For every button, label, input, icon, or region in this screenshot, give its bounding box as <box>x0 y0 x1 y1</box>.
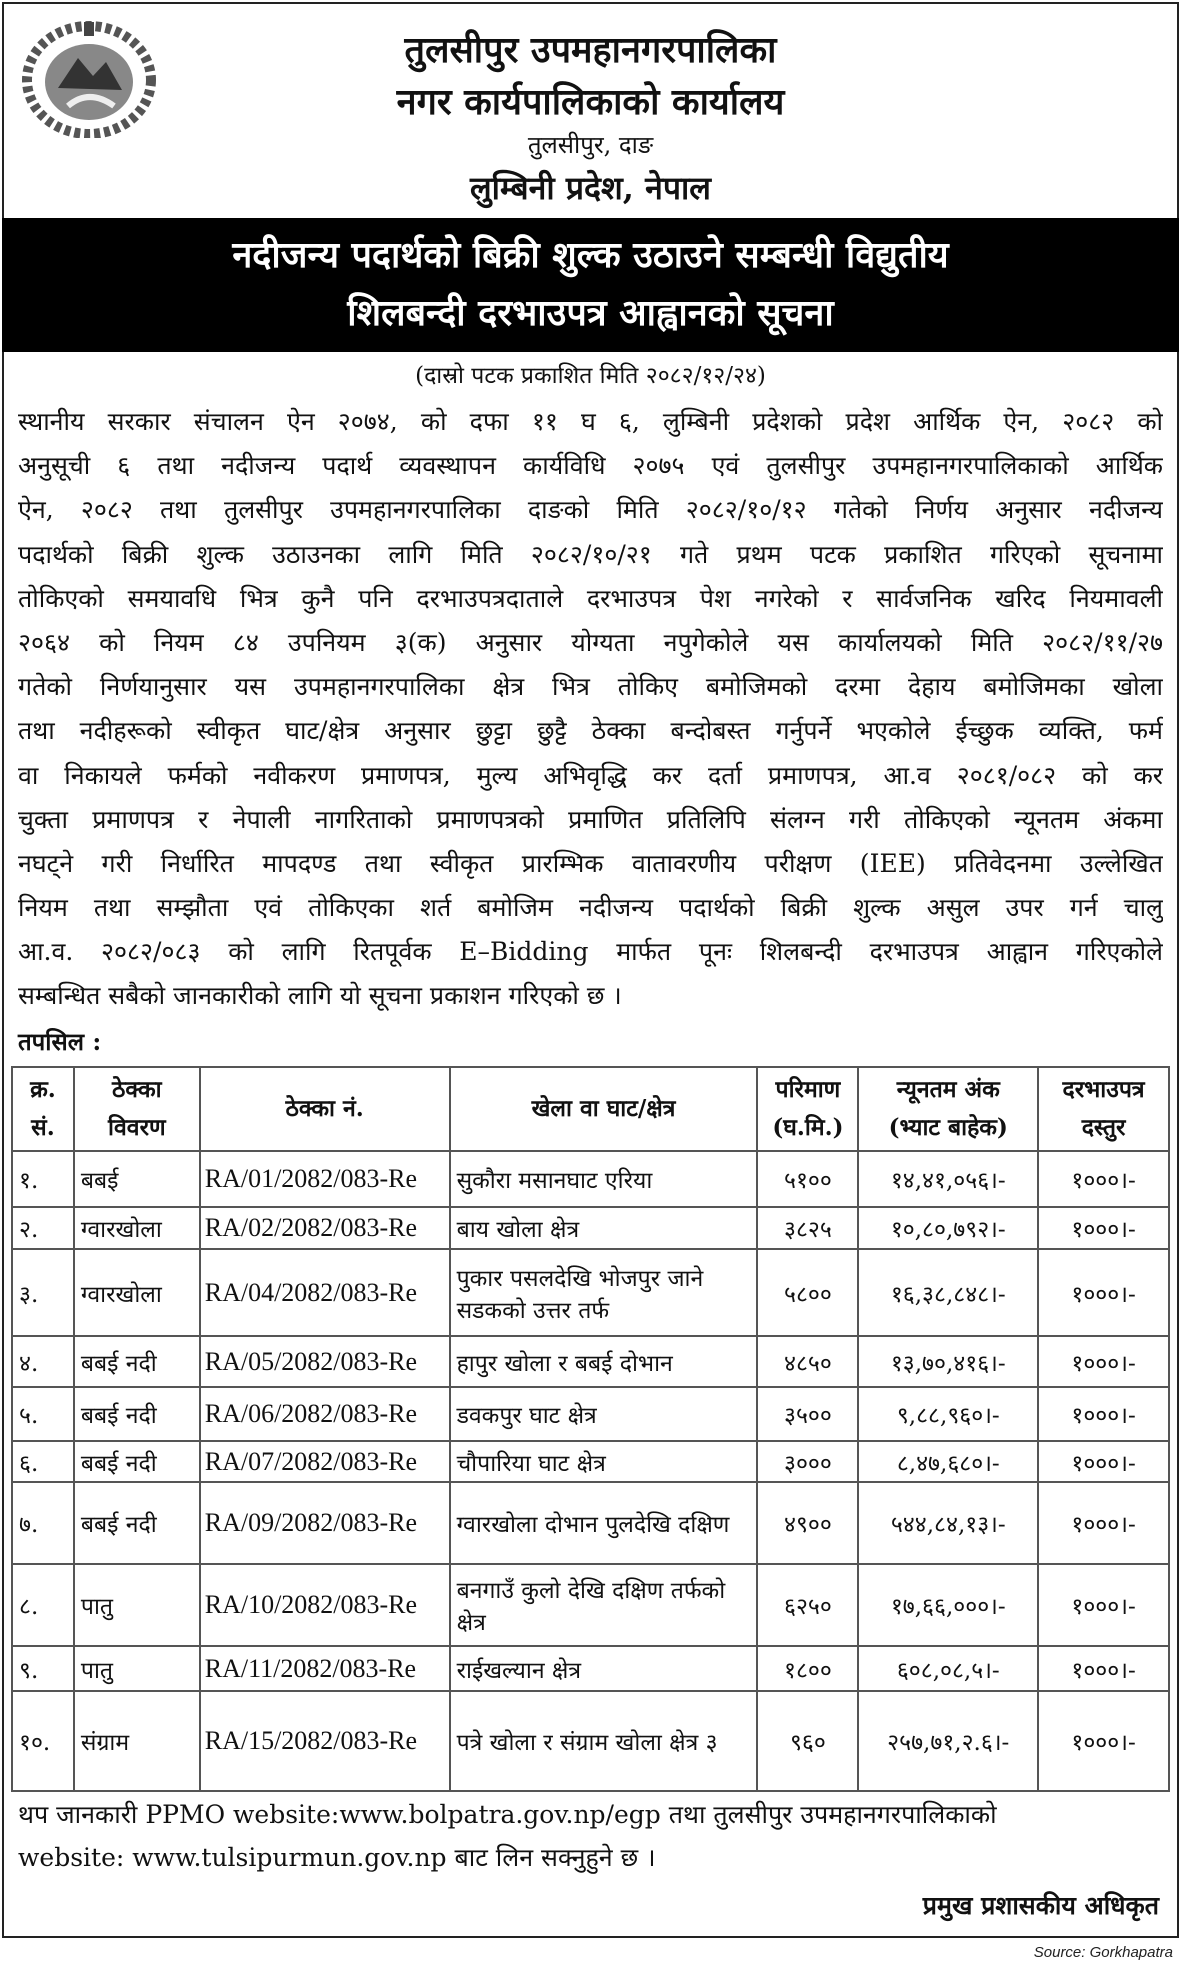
cell-sn: ५. <box>12 1387 74 1441</box>
cell-min: ९,८८,९६०।- <box>858 1387 1038 1441</box>
cell-fee: १०००।- <box>1038 1441 1169 1482</box>
contract-table <box>11 1066 1170 1792</box>
cell-contract: RA/11/2082/083-Re <box>200 1646 450 1691</box>
cell-fee: १०००।- <box>1038 1387 1169 1441</box>
table-row <box>12 1249 1169 1336</box>
cell-area: सुकौरा मसानघाट एरिया <box>450 1151 758 1207</box>
column-header-text: ठेक्का <box>112 1076 162 1103</box>
column-header <box>757 1067 858 1151</box>
footer-info-line: website: www.tulsipurmun.gov.np बाट लिन सक्नुहुने छ । <box>18 1843 656 1872</box>
cell-area: हापुर खोला र बबई दोभान <box>450 1336 758 1387</box>
column-header-text: खेला वा घाट/क्षेत्र <box>531 1095 676 1122</box>
cell-min: ८,४७,६८०।- <box>858 1441 1038 1482</box>
cell-min: १३,७०,४१६।- <box>858 1336 1038 1387</box>
table-row <box>12 1564 1169 1646</box>
cell-desc: बबई नदी <box>74 1387 200 1441</box>
body-line: नघट्ने गरी निर्धारित मापदण्ड तथा स्वीकृत प्रारम्भिक वातावरणीय परीक्षण (IEE) प्रतिवेदनमा उल्लेखित <box>18 848 1163 878</box>
notice-title-band <box>2 218 1179 352</box>
cell-min: १७,६६,०००।- <box>858 1564 1038 1646</box>
cell-qty: ६२५० <box>757 1564 858 1646</box>
schedule-label: तपसिल : <box>18 1027 102 1056</box>
column-header-text: विवरण <box>108 1114 166 1141</box>
cell-min: २५७,७१,२.६।- <box>858 1691 1038 1791</box>
cell-desc: संग्राम <box>74 1691 200 1791</box>
cell-contract: RA/15/2082/083-Re <box>200 1691 450 1791</box>
column-header-text: दरभाउपत्र <box>1062 1076 1145 1103</box>
office-location: तुलसीपुर, दाङ <box>527 131 654 159</box>
cell-desc: बबई नदी <box>74 1482 200 1564</box>
cell-area: पुकार पसलदेखि भोजपुर जाने सडकको उत्तर तर्फ <box>450 1249 758 1336</box>
footer-info-line: थप जानकारी PPMO website:www.bolpatra.gov.np/egp तथा तुलसीपुर उपमहानगरपालिकाको <box>18 1800 997 1829</box>
cell-qty: ४८५० <box>757 1336 858 1387</box>
body-line: २०६४ को नियम ८४ उपनियम ३(क) अनुसार योग्यता नपुगेकोले यस कार्यालयको मिति २०८२/११/२७ <box>18 627 1163 657</box>
signatory: प्रमुख प्रशासकीय अधिकृत <box>922 1891 1159 1920</box>
body-line: चुक्ता प्रमाणपत्र र नेपाली नागरिताको प्रमाणपत्रको प्रमाणित प्रतिलिपि संलग्न गरी तोकिएको न्यूनतम अंकमा <box>18 804 1163 834</box>
column-header-text: दस्तुर <box>1081 1114 1126 1141</box>
cell-qty: ४९०० <box>757 1482 858 1564</box>
cell-qty: ३८२५ <box>757 1207 858 1249</box>
cell-sn: ३. <box>12 1249 74 1336</box>
cell-desc: ग्वारखोला <box>74 1249 200 1336</box>
cell-contract: RA/01/2082/083-Re <box>200 1151 450 1207</box>
table-row <box>12 1207 1169 1249</box>
cell-desc: ग्वारखोला <box>74 1207 200 1249</box>
cell-min: १६,३८,८४८।- <box>858 1249 1038 1336</box>
table-row <box>12 1482 1169 1564</box>
cell-contract: RA/06/2082/083-Re <box>200 1387 450 1441</box>
column-header-text: सं. <box>31 1114 55 1141</box>
cell-contract: RA/05/2082/083-Re <box>200 1336 450 1387</box>
cell-desc: बबई <box>74 1151 200 1207</box>
cell-area: पत्रे खोला र संग्राम खोला क्षेत्र ३ <box>450 1691 758 1791</box>
publication-note: (दास्रो पटक प्रकाशित मिति २०८२/१२/२४) <box>415 363 766 389</box>
cell-sn: १. <box>12 1151 74 1207</box>
table-row <box>12 1646 1169 1691</box>
column-header <box>74 1067 200 1151</box>
column-header <box>858 1067 1038 1151</box>
notice-body <box>18 400 1163 1019</box>
cell-sn: ६. <box>12 1441 74 1482</box>
table-header-row <box>12 1067 1169 1151</box>
cell-fee: १०००।- <box>1038 1646 1169 1691</box>
cell-contract: RA/07/2082/083-Re <box>200 1441 450 1482</box>
body-line: गतेको निर्णयानुसार यस उपमहानगरपालिका क्षेत्र भित्र तोकिए बमोजिमको दरमा देहाय बमोजिमका खोला <box>18 672 1163 702</box>
cell-qty: १८०० <box>757 1646 858 1691</box>
cell-desc: पातु <box>74 1564 200 1646</box>
cell-area: बाय खोला क्षेत्र <box>450 1207 758 1249</box>
body-line: स्थानीय सरकार संचालन ऐन २०७४, को दफा ११ घ ६, लुम्बिनी प्रदेशको प्रदेश आर्थिक ऐन, २०८२ को <box>18 407 1163 436</box>
column-header <box>12 1067 74 1151</box>
body-line: वा निकायले फर्मको नवीकरण प्रमाणपत्र, मुल्य अभिवृद्धि कर दर्ता प्रमाणपत्र, आ.व २०८१/०८२ को कर <box>18 760 1163 790</box>
cell-qty: ३००० <box>757 1441 858 1482</box>
cell-contract: RA/10/2082/083-Re <box>200 1564 450 1646</box>
cell-sn: २. <box>12 1207 74 1249</box>
body-line: आ.व. २०८२/०८३ को लागि रितपूर्वक E–Bidding मार्फत पूनः शिलबन्दी दरभाउपत्र आह्वान गरिएकोले <box>18 937 1163 967</box>
column-header <box>1038 1067 1169 1151</box>
column-header <box>450 1067 758 1151</box>
cell-qty: ९६० <box>757 1691 858 1791</box>
cell-sn: ९. <box>12 1646 74 1691</box>
body-line: तोकिएको समयावधि भित्र कुनै पनि दरभाउपत्रदाताले दरभाउपत्र पेश नगरेको र सार्वजनिक खरिद नियमावली <box>18 583 1163 613</box>
municipality-name: तुलसीपुर उपमहानगरपालिका <box>404 29 777 71</box>
cell-desc: बबई नदी <box>74 1441 200 1482</box>
cell-fee: १०००।- <box>1038 1151 1169 1207</box>
body-line: पदार्थको बिक्री शुल्क उठाउनका लागि मिति २०८२/१०/२१ गते प्रथम पटक प्रकाशित गरिएको सूचनामा <box>18 539 1163 569</box>
cell-sn: ७. <box>12 1482 74 1564</box>
office-name: नगर कार्यपालिकाको कार्यालय <box>396 81 785 123</box>
cell-area: ग्वारखोला दोभान पुलदेखि दक्षिण <box>450 1482 758 1564</box>
body-line: सम्बन्धित सबैको जानकारीको लागि यो सूचना प्रकाशन गरिएको छ । <box>18 981 622 1011</box>
body-line: तथा नदीहरूको स्वीकृत घाट/क्षेत्र अनुसार छुट्टा छुट्टै ठेक्का बन्दोबस्त गर्नुपर्ने भएकोले ईच्छुक व्यक्ति, फर्म <box>18 716 1163 746</box>
cell-fee: १०००।- <box>1038 1564 1169 1646</box>
column-header-text: परिमाण <box>775 1076 841 1103</box>
cell-area: राईखल्यान क्षेत्र <box>450 1646 758 1691</box>
cell-contract: RA/04/2082/083-Re <box>200 1249 450 1336</box>
province-country: लुम्बिनी प्रदेश, नेपाल <box>469 169 711 207</box>
cell-contract: RA/02/2082/083-Re <box>200 1207 450 1249</box>
cell-contract: RA/09/2082/083-Re <box>200 1482 450 1564</box>
table-row <box>12 1691 1169 1791</box>
notice-title-line: नदीजन्य पदार्थको बिक्री शुल्क उठाउने सम्बन्धी विद्युतीय <box>232 234 949 276</box>
cell-area: डवकपुर घाट क्षेत्र <box>450 1387 758 1441</box>
source-credit: Source: Gorkhapatra <box>1033 1944 1173 1961</box>
cell-desc: बबई नदी <box>74 1336 200 1387</box>
column-header-text: क्र. <box>30 1076 56 1103</box>
cell-fee: १०००।- <box>1038 1482 1169 1564</box>
cell-qty: ३५०० <box>757 1387 858 1441</box>
cell-min: ६०८,०८,५।- <box>858 1646 1038 1691</box>
column-header-text: (भ्याट बाहेक) <box>888 1114 1008 1141</box>
cell-area: चौपारिया घाट क्षेत्र <box>450 1441 758 1482</box>
cell-fee: १०००।- <box>1038 1336 1169 1387</box>
table-row <box>12 1441 1169 1482</box>
cell-min: १०,८०,७९२।- <box>858 1207 1038 1249</box>
cell-desc: पातु <box>74 1646 200 1691</box>
table-row <box>12 1336 1169 1387</box>
column-header-text: (घ.मि.) <box>772 1114 844 1141</box>
cell-min: १४,४१,०५६।- <box>858 1151 1038 1207</box>
cell-area: बनगाउँ कुलो देखि दक्षिण तर्फको क्षेत्र <box>450 1564 758 1646</box>
cell-qty: ५८०० <box>757 1249 858 1336</box>
body-line: अनुसूची ६ तथा नदीजन्य पदार्थ व्यवस्थापन कार्यविधि २०७५ एवं तुलसीपुर उपमहानगरपालिकाको आर्थिक <box>18 451 1163 481</box>
cell-min: ५४४,८४,१३।- <box>858 1482 1038 1564</box>
cell-sn: १०. <box>12 1691 74 1791</box>
column-header-text: ठेक्का नं. <box>285 1095 364 1122</box>
body-line: नियम तथा सम्झौता एवं तोकिएका शर्त बमोजिम नदीजन्य पदार्थको बिक्री शुल्क असुल उपर गर्न चालु <box>18 893 1163 923</box>
column-header <box>200 1067 450 1151</box>
table-row <box>12 1387 1169 1441</box>
cell-fee: १०००।- <box>1038 1249 1169 1336</box>
cell-fee: १०००।- <box>1038 1207 1169 1249</box>
cell-fee: १०००।- <box>1038 1691 1169 1791</box>
cell-sn: ८. <box>12 1564 74 1646</box>
cell-qty: ५१०० <box>757 1151 858 1207</box>
cell-sn: ४. <box>12 1336 74 1387</box>
table-row <box>12 1151 1169 1207</box>
body-line: ऐन, २०८२ तथा तुलसीपुर उपमहानगरपालिका दाङको मिति २०८२/१०/१२ गतेको निर्णय अनुसार नदीजन्य <box>18 495 1163 525</box>
column-header-text: न्यूनतम अंक <box>896 1076 1000 1103</box>
notice-title-line: शिलबन्दी दरभाउपत्र आह्वानको सूचना <box>347 292 834 334</box>
